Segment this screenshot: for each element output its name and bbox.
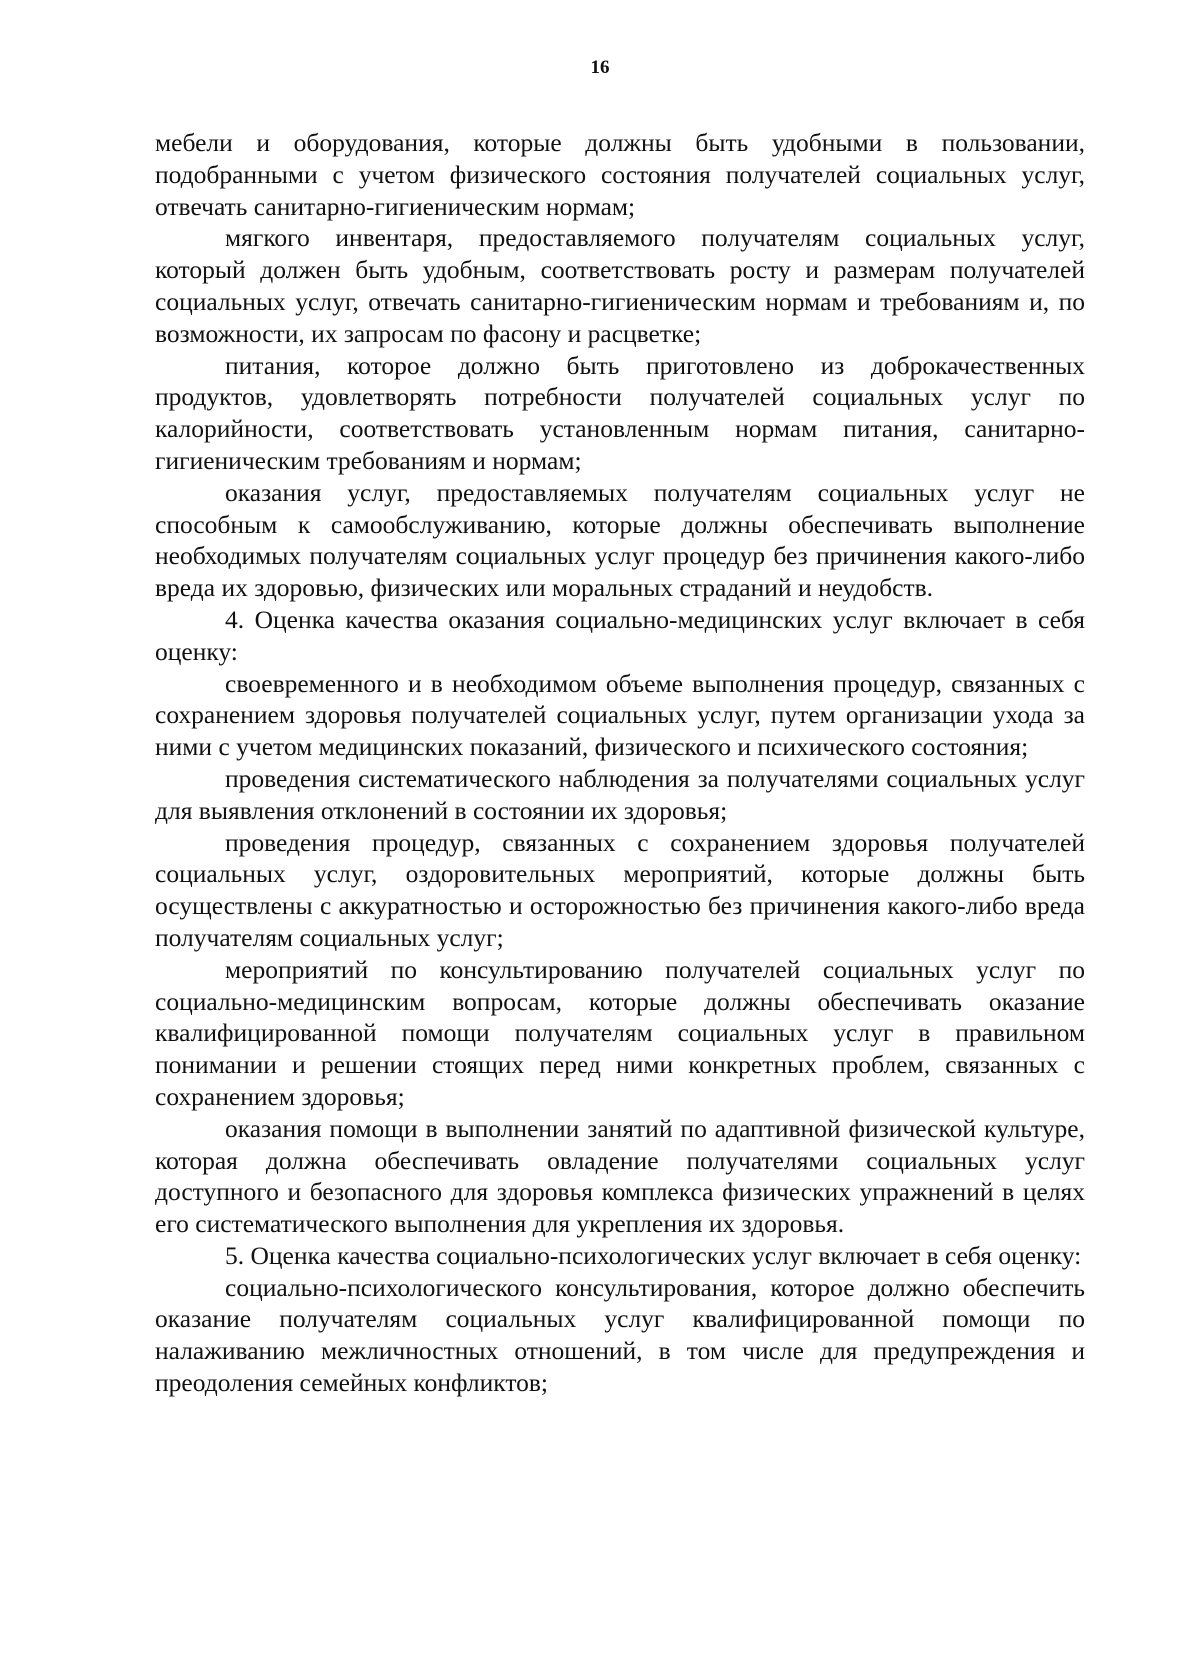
paragraph-psychological-consulting: социально-психологического консультирования, которое должно обеспечить оказание получателям социальных услуг квалифицированной помощи по налаживанию межличностных отношений, в том числе для предупреждения и преодоления семейных конфликтов;: [155, 1272, 1085, 1398]
paragraph-adaptive-physical-culture: оказания помощи в выполнении занятий по адаптивной физической культуре, которая должна обеспечивать овладение получателями социальных услуг доступного и безопасного для здоровья комплекса физических упражнений в целях его систематического выполнения для укрепления их здоровья.: [155, 1113, 1085, 1239]
document-body: [155, 127, 1085, 1399]
paragraph-systematic-observation: проведения систематического наблюдения за получателями социальных услуг для выявления отклонений в состоянии их здоровья;: [155, 763, 1085, 825]
page-number: 16: [590, 57, 610, 78]
paragraph-timely-procedures: своевременного и в необходимом объеме выполнения процедур, связанных с сохранением здоровья получателей социальных услуг, путем организации ухода за ними с учетом медицинских показаний, физического и психического состояния;: [155, 668, 1085, 762]
paragraph-furniture: мебели и оборудования, которые должны быть удобными в пользовании, подобранными с учетом физического состояния получателей социальных услуг, отвечать санитарно-гигиеническим нормам;: [155, 128, 1085, 221]
paragraph-item-5: 5. Оценка качества социально-психологических услуг включает в себя оценку:: [225, 1240, 1082, 1270]
paragraph-nutrition: питания, которое должно быть приготовлено из доброкачественных продуктов, удовлетворять потребности получателей социальных услуг по калорийности, соответствовать установленным нормам питания, санитарно-гигиеническим требованиям и нормам;: [155, 350, 1085, 475]
paragraph-health-procedures: проведения процедур, связанных с сохранением здоровья получателей социальных услуг, оздоровительных мероприятий, которые должны быть осуществлены с аккуратностью и осторожностью без причинения какого-либо вреда получателям социальных услуг;: [155, 827, 1085, 952]
paragraph-item-4: 4. Оценка качества оказания социально-медицинских услуг включает в себя оценку:: [155, 604, 1085, 666]
paragraph-services-for-dependent: оказания услуг, предоставляемых получателям социальных услуг не способным к самообслуживанию, которые должны обеспечивать выполнение необходимых получателям социальных услуг процедур без причинения какого-либо вреда их здоровью, физических или моральных страданий и неудобств.: [155, 477, 1085, 603]
paragraph-soft-inventory: мягкого инвентаря, предоставляемого получателям социальных услуг, который должен быть удобным, соответствовать росту и размерам получателей социальных услуг, отвечать санитарно-гигиеническим нормам и требованиям и, по возможности, их запросам по фасону и расцветке;: [155, 223, 1085, 348]
paragraph-medical-consulting: мероприятий по консультированию получателей социальных услуг по социально-медицинским вопросам, которые должны обеспечивать оказание квалифицированной помощи получателям социальных услуг в правильном понимании и решении стоящих перед ними конкретных проблем, связанных с сохранением здоровья;: [155, 954, 1085, 1111]
